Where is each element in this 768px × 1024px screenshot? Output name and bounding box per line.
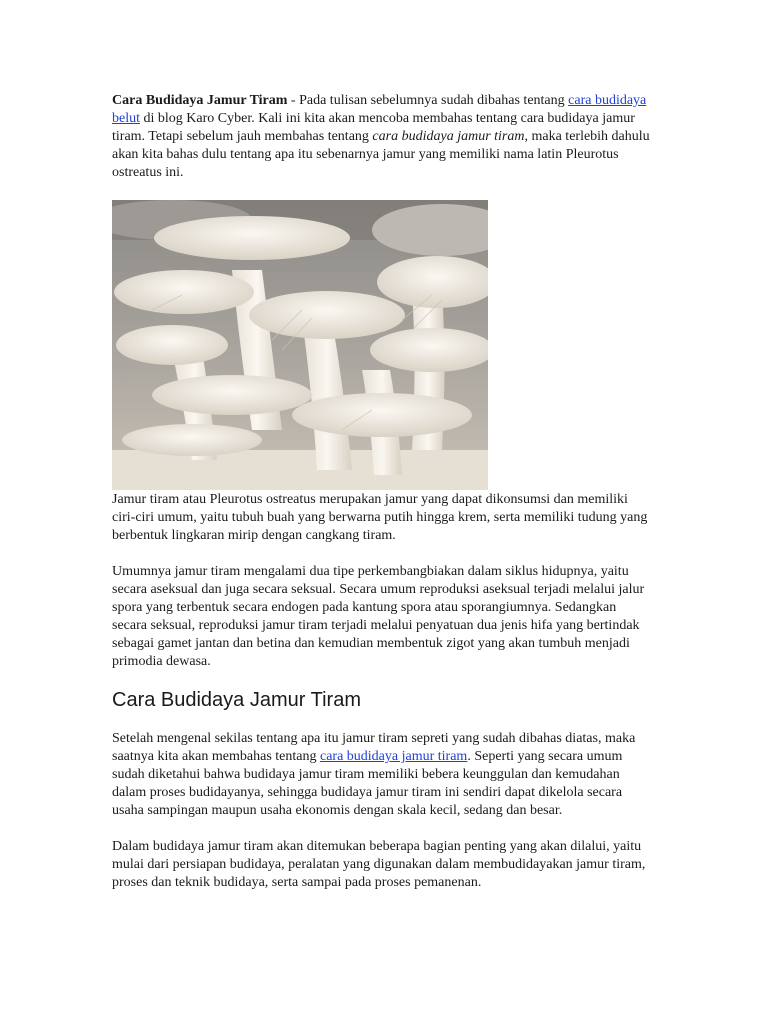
link-cara-budidaya-jamur-tiram[interactable]: cara budidaya jamur tiram — [319, 749, 468, 764]
photo-caption-paragraph: Jamur tiram atau Pleurotus ostreatus merupakan jamur yang dapat dikonsumsi dan memiliki ciri-ciri umum, yaitu tubuh buah yang berwarna putih hingga krem, serta memiliki tudung yang berbentuk lingkaran mirip dengan cangkang tiram. — [112, 492, 648, 543]
section-heading: Cara Budidaya Jamur Tiram — [112, 689, 361, 711]
intro-text-1: - Pada tulisan sebelumnya sudah dibahas tentang — [287, 93, 569, 108]
intro-emphasis: cara budidaya jamur tiram — [372, 129, 525, 144]
link-cara-budidaya-belut[interactable]: cara budidaya belut — [112, 93, 647, 126]
cultivation-text-2: . Seperti yang secara umum sudah diketahui bahwa budidaya jamur tiram memiliki bebera keunggulan dan kemudahan dalam proses budidayanya, sehingga budidaya jamur tiram ini sendiri dapat dikelola secara usaha sampingan maupun usaha ekonomis dengan skala kecil, sedang dan besar. — [112, 749, 623, 818]
cultivation-text-1: Setelah mengenal sekilas tentang apa itu jamur tiram sepreti yang sudah dibahas diatas, maka saatnya kita akan membahas tentang — [112, 731, 636, 764]
intro-text-2: di blog Karo Cyber. Kali ini kita akan mencoba membahas tentang cara budidaya jamur tiram. Tetapi sebelum jauh membahas tentang — [112, 111, 635, 144]
final-paragraph: Dalam budidaya jamur tiram akan ditemukan beberapa bagian penting yang akan dilalui, yaitu mulai dari persiapan budidaya, peralatan yang digunakan dalam membudidayakan jamur tiram, proses dan teknik budidaya, serta sampai pada proses pemanenan. — [112, 839, 646, 890]
document-page — [112, 92, 652, 892]
reproduction-paragraph: Umumnya jamur tiram mengalami dua tipe perkembangbiakan dalam siklus hidupnya, yaitu secara aseksual dan juga secara seksual. Secara umum reproduksi aseksual terjadi melalui jalur spora yang terbentuk secara endogen pada kantung spora atau sporangiumnya. Sedangkan secara seksual, reproduksi jamur tiram terjadi melalui penyatuan dua jenis hifa yang bertindak sebagai gamet jantan dan betina dan kemudian membentuk zigot yang akan tumbuh menjadi primodia dewasa. — [112, 564, 645, 669]
mushroom-photo — [112, 200, 488, 490]
intro-paragraph — [112, 92, 652, 182]
intro-text-3: , maka terlebih dahulu akan kita bahas dulu tentang apa itu sebenarnya jamur yang memiliki nama latin Pleurotus ostreatus ini. — [112, 129, 650, 180]
cultivation-intro-paragraph — [112, 730, 652, 820]
intro-lead: Cara Budidaya Jamur Tiram — [112, 93, 288, 108]
